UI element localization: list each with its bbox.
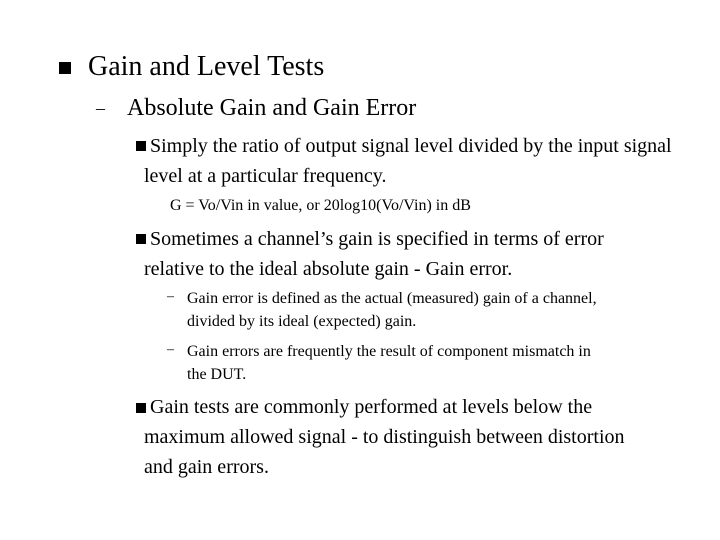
sub4a-text: Gain error is defined as the actual (measured) gain of a channel, divided by its ideal (expected) gain.	[187, 290, 597, 330]
level2-dash: –	[96, 98, 105, 118]
formula-text: G = Vo/Vin in value, or 20log10(Vo/Vin) in dB	[170, 197, 471, 214]
sub4b-dash: –	[167, 342, 174, 357]
bullet3a-text: Simply the ratio of output signal level divided by the input signal level at a particular frequency.	[144, 135, 672, 187]
bullet3b-text: Sometimes a channel’s gain is specified in terms of error relative to the ideal absolute gain - Gain error.	[144, 228, 604, 280]
sub4a-dash: –	[167, 289, 174, 304]
sub4b-text: Gain errors are frequently the result of component mismatch in the DUT.	[187, 343, 591, 383]
level1-bullet-square	[59, 62, 71, 74]
level1-heading: Gain and Level Tests	[88, 51, 325, 82]
bullet3c-text: Gain tests are commonly performed at levels below the maximum allowed signal - to distinguish between distortion and gain errors.	[144, 396, 625, 478]
level2-heading: Absolute Gain and Gain Error	[127, 95, 417, 121]
